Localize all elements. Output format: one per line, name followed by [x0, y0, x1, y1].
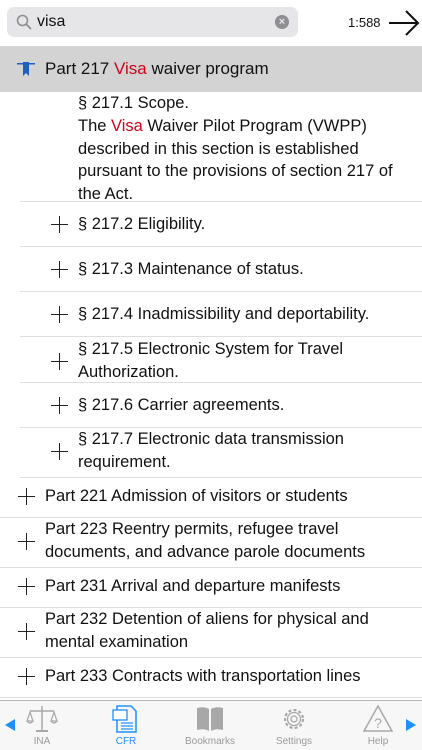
tab-label: CFR	[115, 736, 137, 747]
section-row-217-7[interactable]	[20, 428, 422, 478]
part-label: Part 223 Reentry permits, refugee travel documents, and advance parole documents	[45, 520, 366, 561]
tab-bookmarks[interactable]	[180, 701, 240, 750]
tab-ina[interactable]	[12, 701, 72, 750]
search-bar	[0, 0, 422, 46]
section-label: § 217.6 Carrier agreements.	[78, 396, 285, 414]
tab-label: Settings	[275, 736, 313, 747]
expand-icon[interactable]	[18, 578, 35, 595]
expand-icon[interactable]	[51, 216, 68, 233]
section-row-217-4[interactable]	[20, 292, 422, 337]
part-row-223[interactable]	[0, 518, 422, 568]
part-row-233[interactable]	[0, 658, 422, 698]
document-icon	[110, 704, 142, 734]
expand-icon[interactable]	[18, 488, 35, 505]
expand-icon[interactable]	[51, 306, 68, 323]
section-row-217-3[interactable]	[20, 247, 422, 292]
part-217-header[interactable]	[0, 46, 422, 92]
search-icon	[16, 14, 32, 30]
part-row-221[interactable]	[0, 478, 422, 518]
clear-search-icon[interactable]: ×	[275, 15, 289, 29]
part-label: Part 232 Detention of aliens for physical and mental examination	[45, 610, 369, 651]
section-heading: § 217.1 Scope.	[78, 94, 190, 112]
search-field[interactable]	[7, 7, 298, 37]
expand-icon[interactable]	[18, 668, 35, 685]
scales-icon	[26, 704, 58, 734]
tab-label: INA	[33, 736, 51, 747]
gear-icon	[278, 704, 310, 734]
section-row-217-2[interactable]	[20, 202, 422, 247]
section-row-217-6[interactable]	[20, 383, 422, 428]
tab-cfr[interactable]	[96, 701, 156, 750]
bookmark-icon[interactable]	[17, 61, 35, 77]
section-label: § 217.7 Electronic data transmission requirement.	[78, 430, 344, 471]
part-row-231[interactable]	[0, 568, 422, 608]
section-label: § 217.4 Inadmissibility and deportability.	[78, 305, 370, 323]
svg-text:?: ?	[374, 715, 382, 731]
search-input[interactable]	[37, 10, 267, 34]
section-row-217-1[interactable]	[20, 92, 422, 202]
expand-icon[interactable]	[51, 261, 68, 278]
expand-icon[interactable]	[18, 623, 35, 640]
part-row-232[interactable]	[0, 608, 422, 658]
expand-icon[interactable]	[51, 397, 68, 414]
part-label: Part 221 Admission of visitors or students	[45, 487, 348, 505]
part-label: Part 233 Contracts with transportation lines	[45, 667, 361, 685]
section-row-217-5[interactable]	[20, 337, 422, 383]
section-label: § 217.3 Maintenance of status.	[78, 260, 304, 278]
part-title: Part 217 Visa waiver program	[45, 59, 269, 78]
section-body: The Visa Waiver Pilot Program (VWPP) described in this section is established pursuant to the provisions of section 217 of the Act.	[78, 117, 393, 203]
match-count: 1:588	[348, 15, 381, 30]
tab-settings[interactable]	[264, 701, 324, 750]
next-page-arrow-icon[interactable]	[405, 718, 417, 732]
tab-help[interactable]	[348, 701, 408, 750]
tab-label: Bookmarks	[184, 736, 235, 747]
tab-label: Help	[367, 736, 389, 747]
part-label: Part 231 Arrival and departure manifests	[45, 577, 341, 595]
expand-icon[interactable]	[51, 443, 68, 460]
book-icon	[194, 704, 226, 734]
tab-bar	[0, 700, 422, 750]
section-label: § 217.2 Eligibility.	[78, 215, 206, 233]
next-match-arrow-icon[interactable]	[388, 9, 420, 37]
expand-icon[interactable]	[51, 353, 68, 370]
section-label: § 217.5 Electronic System for Travel Authorization.	[78, 340, 344, 381]
help-icon	[362, 704, 394, 734]
expand-icon[interactable]	[18, 533, 35, 550]
